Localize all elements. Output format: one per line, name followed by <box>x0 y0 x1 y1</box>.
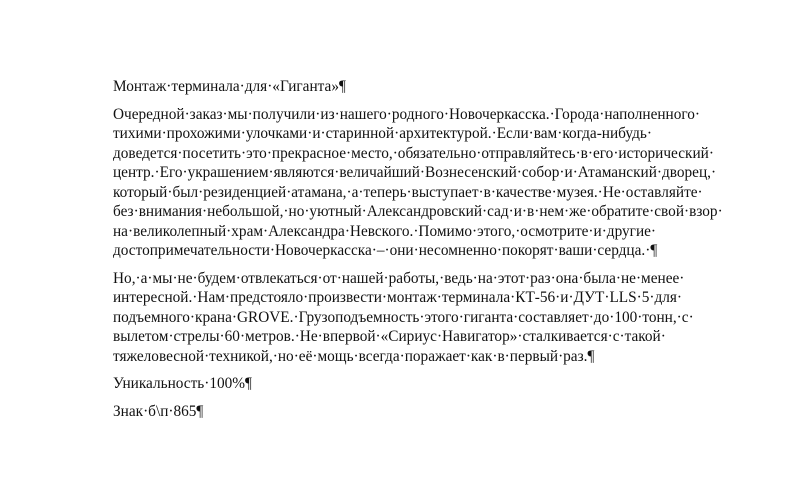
text-line: тихими·прохожими·улочками·и·старинной·архитектурой.·Если·вам·когда-нибудь· <box>113 125 652 142</box>
text-line: достопримечательности·Новочеркасска·–·они·несомненно·покорят·ваши·сердца.·¶ <box>113 242 658 259</box>
text-line: Знак·б\п·865¶ <box>113 402 204 420</box>
paragraph-uniqueness <box>113 374 741 394</box>
text-line: доведется·посетить·это·прекрасное·место,·обязательно·отправляйтесь·в·его·исторический· <box>113 144 714 162</box>
paragraph-work <box>113 269 741 367</box>
document-title <box>113 77 741 97</box>
text-line: тяжеловесной·техникой,·но·её·мощь·всегда·поражает·как·в·первый·раз.¶ <box>113 347 595 365</box>
text-line: без·внимания·небольшой,·но·уютный·Александровский·сад·и·в·нем·же·обратите·свой·взор· <box>113 203 723 220</box>
paragraph-char-count <box>113 402 741 422</box>
text-line: Монтаж·терминала·для·«Гиганта»¶ <box>113 78 346 95</box>
text-line: подъемного·крана·GROVE.·Грузоподъемность·этого·гиганта·составляет·до·100·тонн,·с· <box>113 308 694 326</box>
text-line: интересной.·Нам·предстояло·произвести·монтаж·терминала·КТ-56·и·ДУТ·LLS·5·для· <box>113 289 683 306</box>
paragraph-spacing <box>113 97 741 105</box>
text-line: Очередной·заказ·мы·получили·из·нашего·родного·Новочеркасска.·Города·наполненного· <box>113 105 701 123</box>
document-body[interactable] <box>113 77 741 421</box>
text-line: который·был·резиденцией·атамана,·а·теперь·выступает·в·качестве·музея.·Не·оставляйте· <box>113 183 703 201</box>
paragraph-intro <box>113 105 741 261</box>
paragraph-spacing <box>113 261 741 269</box>
text-line: вылетом·стрелы·60·метров.·Не·впервой·«Сириус·Навигатор»·сталкивается·с·такой· <box>113 328 666 345</box>
text-line: Но,·а·мы·не·будем·отвлекаться·от·нашей·работы,·ведь·на·этот·раз·она·была·не·менее· <box>113 269 685 287</box>
text-line: центр.·Его·украшением·являются·величайший·Вознесенский·собор·и·Атаманский·дворец,· <box>113 164 717 181</box>
paragraph-spacing <box>113 394 741 402</box>
paragraph-spacing <box>113 366 741 374</box>
text-line: на·великолепный·храм·Александра·Невского.·Помимо·этого,·осмотрите·и·другие· <box>113 222 657 240</box>
text-line: Уникальность·100%¶ <box>113 375 252 392</box>
